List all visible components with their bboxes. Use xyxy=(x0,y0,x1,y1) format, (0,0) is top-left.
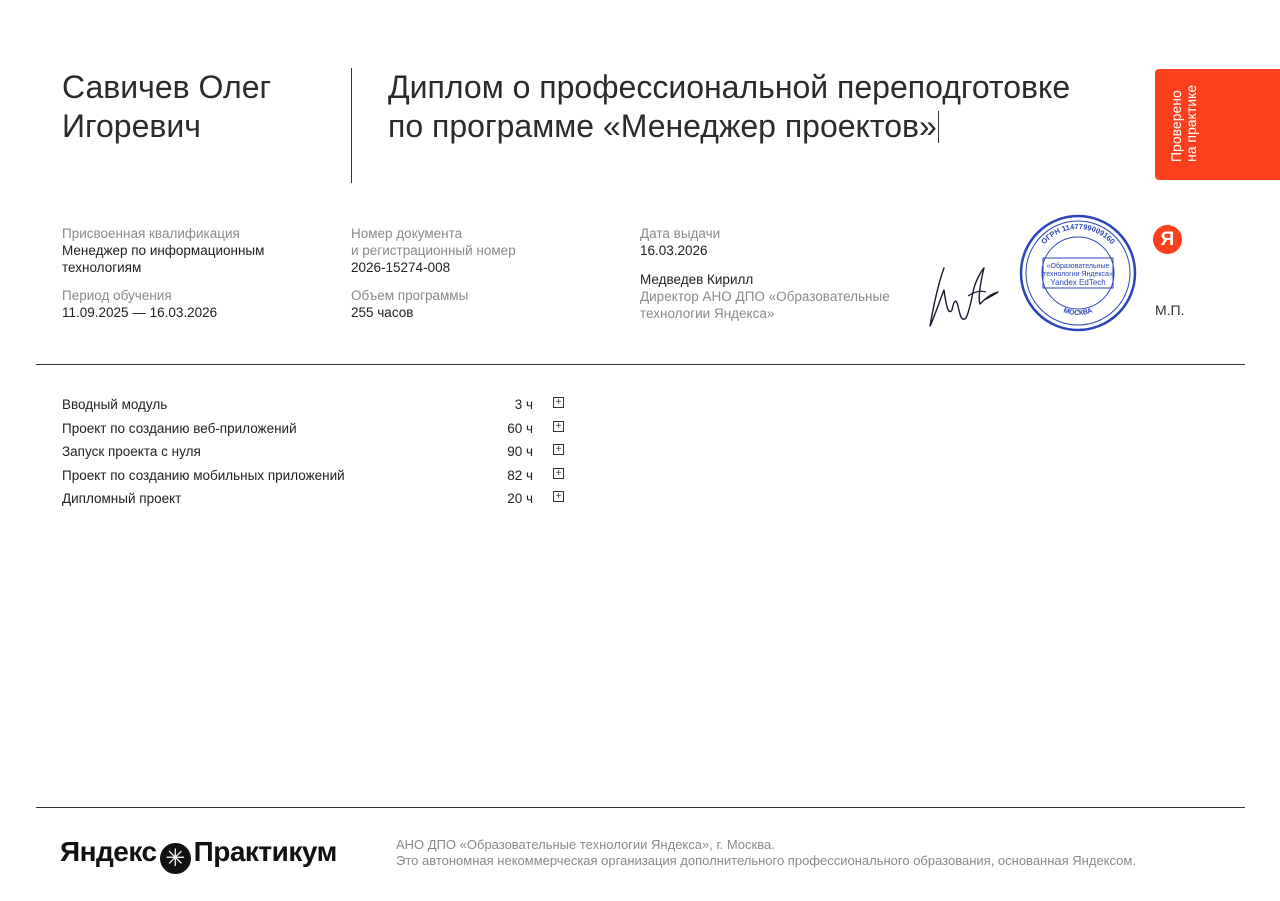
recipient-name-line2: Игоревич xyxy=(62,108,201,144)
stamp-city: МОСКВА xyxy=(1062,307,1094,318)
document-label-line2: и регистрационный номер xyxy=(351,243,516,258)
qualification-value-line1: Менеджер по информационным xyxy=(62,243,265,258)
expand-plus-icon[interactable]: + xyxy=(553,444,564,455)
course-row[interactable] xyxy=(62,417,582,440)
logo-text-left: Яндекс xyxy=(60,836,157,867)
document-number-value: 2026-15274-008 xyxy=(351,260,451,275)
volume-value: 255 часов xyxy=(351,305,414,320)
signer-role-line1: Директор АНО ДПО «Образовательные xyxy=(640,289,890,304)
period-block xyxy=(62,287,332,321)
svg-text:ОГРН 1147799009160 xyxy=(1039,222,1117,246)
yandex-logo-icon: Я xyxy=(1153,225,1182,254)
issue-date-label: Дата выдачи xyxy=(640,226,721,241)
verified-badge-text xyxy=(1169,85,1199,162)
stamp-center-line3: Yandex EdTech xyxy=(1050,278,1106,287)
signature-image xyxy=(926,260,1006,332)
expand-plus-icon[interactable]: + xyxy=(553,468,564,479)
course-row[interactable] xyxy=(62,464,582,487)
course-name: Запуск проекта с нуля xyxy=(62,444,201,459)
course-row[interactable] xyxy=(62,440,582,463)
stamp-center-line1: «Образовательные xyxy=(1046,263,1110,270)
mp-label: М.П. xyxy=(1155,302,1185,318)
expand-plus-icon[interactable]: + xyxy=(553,397,564,408)
course-hours: 90 ч xyxy=(507,444,533,459)
course-name: Проект по созданию мобильных приложений xyxy=(62,468,345,483)
document-label-line1: Номер документа xyxy=(351,226,463,241)
issue-date-value: 16.03.2026 xyxy=(640,243,708,258)
yandex-practicum-logo xyxy=(60,836,337,874)
diploma-title-line2: по программе «Менеджер проектов» xyxy=(388,108,937,144)
expand-plus-icon[interactable]: + xyxy=(553,491,564,502)
course-hours: 82 ч xyxy=(507,468,533,483)
footer-line1: АНО ДПО «Образовательные технологии Яндекса», г. Москва. xyxy=(396,837,775,852)
period-label: Период обучения xyxy=(62,288,172,303)
course-row[interactable] xyxy=(62,487,582,510)
period-value: 11.09.2025 — 16.03.2026 xyxy=(62,305,218,320)
recipient-name xyxy=(62,68,342,146)
volume-block xyxy=(351,287,621,321)
course-name: Дипломный проект xyxy=(62,491,182,506)
footer-text xyxy=(396,837,1136,869)
course-hours: 20 ч xyxy=(507,491,533,506)
header-divider xyxy=(351,68,352,183)
document-number-block xyxy=(351,225,621,276)
volume-label: Объем программы xyxy=(351,288,469,303)
diploma-title xyxy=(388,68,1128,146)
issue-date-block xyxy=(640,225,920,259)
course-hours: 60 ч xyxy=(507,421,533,436)
signer-role-line2: технологии Яндекса» xyxy=(640,306,775,321)
logo-text-right: Практикум xyxy=(193,836,337,867)
course-name: Проект по созданию веб-приложений xyxy=(62,421,297,436)
expand-plus-icon[interactable]: + xyxy=(553,421,564,432)
signer-block xyxy=(640,271,930,322)
verified-badge xyxy=(1155,69,1280,180)
stamp-ogrn: ОГРН 1147799009160 xyxy=(1039,221,1117,246)
footer-line2: Это автономная некоммерческая организация дополнительного профессионального образования, основанная Яндексом. xyxy=(396,853,1136,868)
stamp-seal xyxy=(1019,214,1137,332)
diploma-title-line1: Диплом о профессиональной переподготовке xyxy=(388,69,1071,105)
course-hours: 3 ч xyxy=(514,397,533,412)
text-cursor xyxy=(938,111,939,143)
course-row[interactable] xyxy=(62,393,582,416)
stamp-center-line2: технологии Яндекса» xyxy=(1043,271,1113,278)
badge-line1: Проверено xyxy=(1168,90,1184,162)
practicum-star-icon: ✳ xyxy=(160,843,191,874)
qualification-value-line2: технологиям xyxy=(62,260,142,275)
badge-line2: на практике xyxy=(1183,84,1199,162)
section-divider xyxy=(36,364,1245,365)
course-name: Вводный модуль xyxy=(62,397,168,412)
qualification-block xyxy=(62,225,332,276)
footer-divider xyxy=(36,807,1245,808)
recipient-name-line1: Савичев Олег xyxy=(62,69,272,105)
signer-name: Медведев Кирилл xyxy=(640,272,754,287)
qualification-label: Присвоенная квалификация xyxy=(62,226,240,241)
